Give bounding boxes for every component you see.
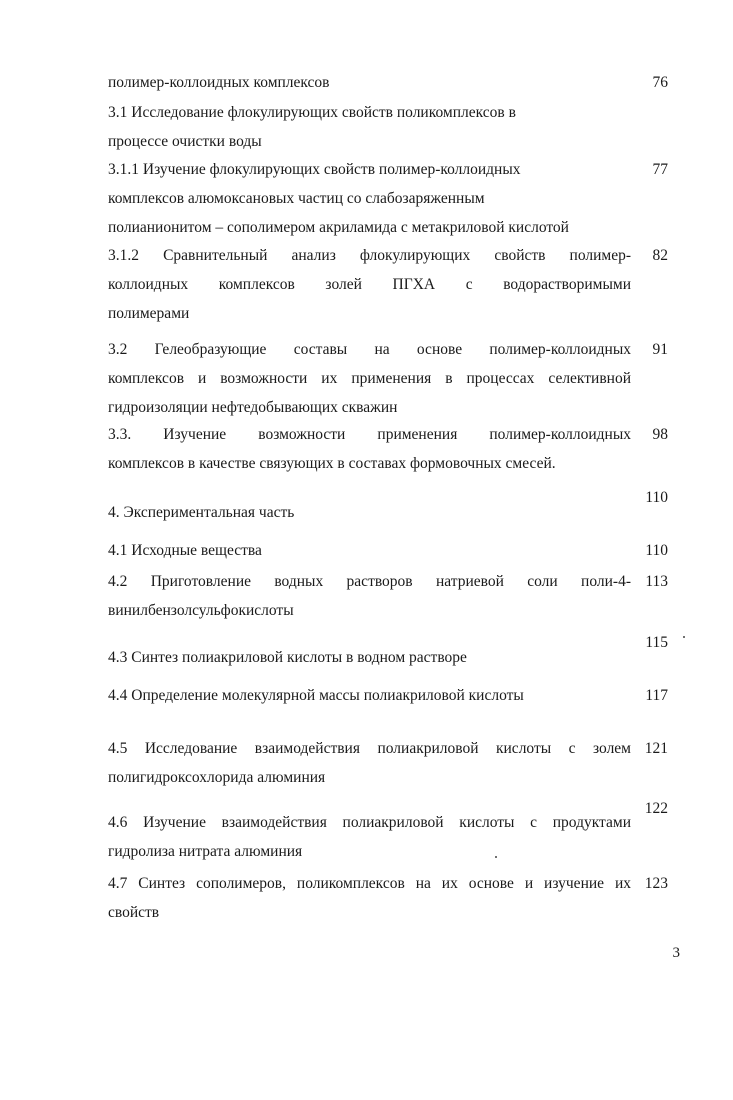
toc-entry-title (108, 155, 631, 242)
toc-entry-line: 4.1 Исходные вещества (108, 542, 262, 559)
toc-entry-title (108, 68, 631, 97)
scan-speck (683, 636, 685, 638)
toc-entry-line: 3.1.2 Сравнительный анализ флокулирующих свойств полимер- (108, 247, 631, 264)
scan-speck (495, 856, 497, 858)
toc-entry-line: коллоидных комплексов золей ПГХА с водорастворимыми (108, 276, 631, 293)
toc-entry-line: 3.2 Гелеобразующие составы на основе полимер-коллоидных (108, 341, 631, 358)
toc-entry-page: 123 (644, 875, 668, 892)
toc-entry-title (108, 567, 631, 625)
toc-entry-page: 110 (645, 542, 668, 559)
toc-entry-line: гидролиза нитрата алюминия (108, 843, 303, 860)
toc-entry-line: винилбензолсульфокислоты (108, 602, 294, 619)
toc-entry-line: свойств (108, 904, 160, 921)
toc-entry-line: комплексов алюмоксановых частиц со слабозаряженным (108, 190, 485, 207)
toc-entry-page: 113 (645, 573, 668, 590)
toc-entry-page: 91 (652, 341, 668, 358)
toc-entry-title (108, 498, 631, 527)
toc-entry-line: 4. Экспериментальная часть (108, 504, 295, 521)
toc-entry-page: 77 (652, 161, 668, 178)
toc-entry-line: 4.6 Изучение взаимодействия полиакриловой кислоты с продуктами (108, 814, 631, 831)
toc-entry-page: 117 (645, 687, 668, 704)
toc-entry-page: 82 (652, 247, 668, 264)
page-number: 3 (672, 945, 680, 961)
toc-entry-page: 121 (644, 740, 668, 757)
toc-entry-line: полимер-коллоидных комплексов (108, 74, 330, 91)
toc-entry-line: 4.5 Исследование взаимодействия полиакриловой кислоты с золем (108, 740, 631, 757)
toc-entry-title (108, 734, 631, 792)
toc-entry-line: комплексов в качестве связующих в составах формовочных смесей. (108, 455, 556, 472)
toc-entry-line: 3.1 Исследование флокулирующих свойств поликомплексов в (108, 104, 516, 121)
toc-entry-line: 4.2 Приготовление водных растворов натриевой соли поли-4- (108, 573, 631, 590)
toc-entry-page: 110 (645, 489, 668, 506)
toc-entry-line: процессе очистки воды (108, 133, 262, 150)
toc-entry-page: 76 (652, 74, 668, 91)
toc-entry-title (108, 681, 631, 710)
toc-entry-page: 122 (644, 800, 668, 817)
toc-entry-title (108, 241, 631, 328)
toc-entry-line: 4.7 Синтез сополимеров, поликомплексов на их основе и изучение их (108, 875, 631, 892)
toc-entry-line: полигидроксохлорида алюминия (108, 769, 326, 786)
toc-entry-line: 4.3 Синтез полиакриловой кислоты в водном растворе (108, 649, 467, 666)
toc-entry-line: 3.1.1 Изучение флокулирующих свойств полимер-коллоидных (108, 161, 521, 178)
toc-entry-title (108, 335, 631, 422)
toc-entry-title (108, 98, 631, 156)
toc-entry-page: 98 (652, 426, 668, 443)
toc-entry-line: 3.3. Изучение возможности применения полимер-коллоидных (108, 426, 631, 443)
toc-entry-line: гидроизоляции нефтедобывающих скважин (108, 399, 398, 416)
toc-entry-title (108, 536, 631, 565)
toc-entry-title (108, 643, 631, 672)
toc-entry-line: комплексов и возможности их применения в процессах селективной (108, 370, 631, 387)
toc-entry-title (108, 869, 631, 927)
toc-entry-page: 115 (645, 634, 668, 651)
toc-entry-title (108, 420, 631, 478)
toc-entry-line: полимерами (108, 305, 190, 322)
toc-entry-title (108, 808, 631, 866)
toc-entry-line: полианионитом – сополимером акриламида с метакриловой кислотой (108, 219, 569, 236)
toc-entry-line: 4.4 Определение молекулярной массы полиакриловой кислоты (108, 687, 524, 704)
